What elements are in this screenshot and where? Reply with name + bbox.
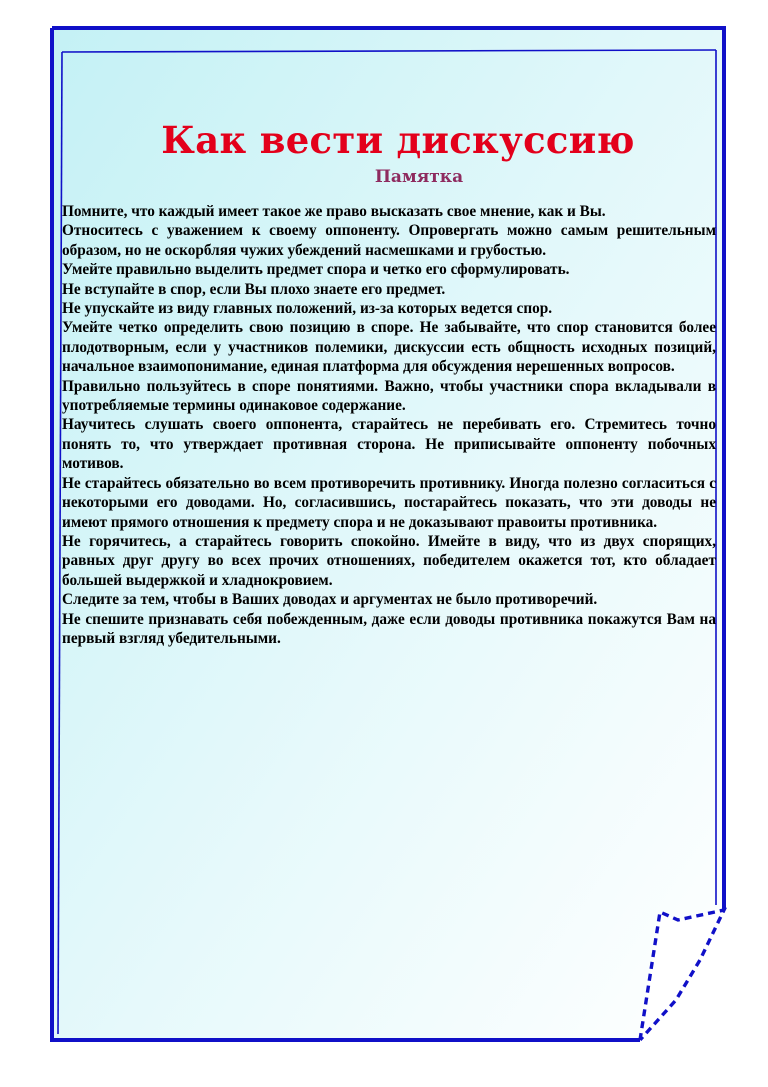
tip-paragraph: Относитесь с уважением к своему оппоненту. Опровергать можно самым решительным образом, но не оскорбляя чужих убеждений насмешками и грубостью. (62, 222, 716, 259)
tip-paragraph: Умейте правильно выделить предмет спора и четко его сформулировать. (62, 261, 570, 279)
tip-paragraph: Научитесь слушать своего оппонента, старайтесь не перебивать его. Стремитесь точно понять то, что утверждает противная сторона. Не приписывайте оппоненту побочных мотивов. (62, 416, 716, 473)
tip-paragraph: Правильно пользуйтесь в споре понятиями. Важно, чтобы участники спора вкладывали в употребляемые термины одинаковое содержание. (62, 377, 716, 415)
tip-paragraph: Следите за тем, чтобы в Ваших доводах и аргументах не было противоречий. (62, 591, 598, 609)
tip-paragraph: Умейте четко определить свою позицию в споре. Не забывайте, что спор становится более плодотворным, если у участников полемики, дискуссии есть общность исходных позиций, начальное взаимопонимание, единая платформа для обсуждения нерешенных вопросов. (62, 319, 716, 376)
tip-paragraph: Не старайтесь обязательно во всем противоречить противнику. Иногда полезно согласиться с некоторыми его доводами. Но, согласившись, постарайтесь показать, что эти доводы не имеют прямого отношения к предмету спора и не доказывают правоиты противника. (62, 474, 716, 531)
document-content (62, 118, 716, 648)
tip-paragraph: Помните, что каждый имеет такое же право высказать свое мнение, как и Вы. (62, 203, 606, 220)
tip-paragraph: Не вступайте в спор, если Вы плохо знаете его предмет. (62, 280, 446, 298)
tip-paragraph: Не спешите признавать себя побежденным, даже если доводы противника покажутся Вам на первый взгляд убедительными. (62, 610, 716, 647)
page-title: Как вести дискуссию (161, 118, 635, 162)
page-subtitle: Памятка (374, 167, 464, 187)
tip-paragraph: Не упускайте из виду главных положений, из-за которых ведется спор. (62, 300, 553, 318)
tip-paragraph: Не горячитесь, а старайтесь говорить спокойно. Имейте в виду, что из двух спорящих, равных друг другу во всех прочих отношениях, победителем окажется тот, кто обладает большей выдержкой и хладнокровием. (62, 532, 716, 589)
